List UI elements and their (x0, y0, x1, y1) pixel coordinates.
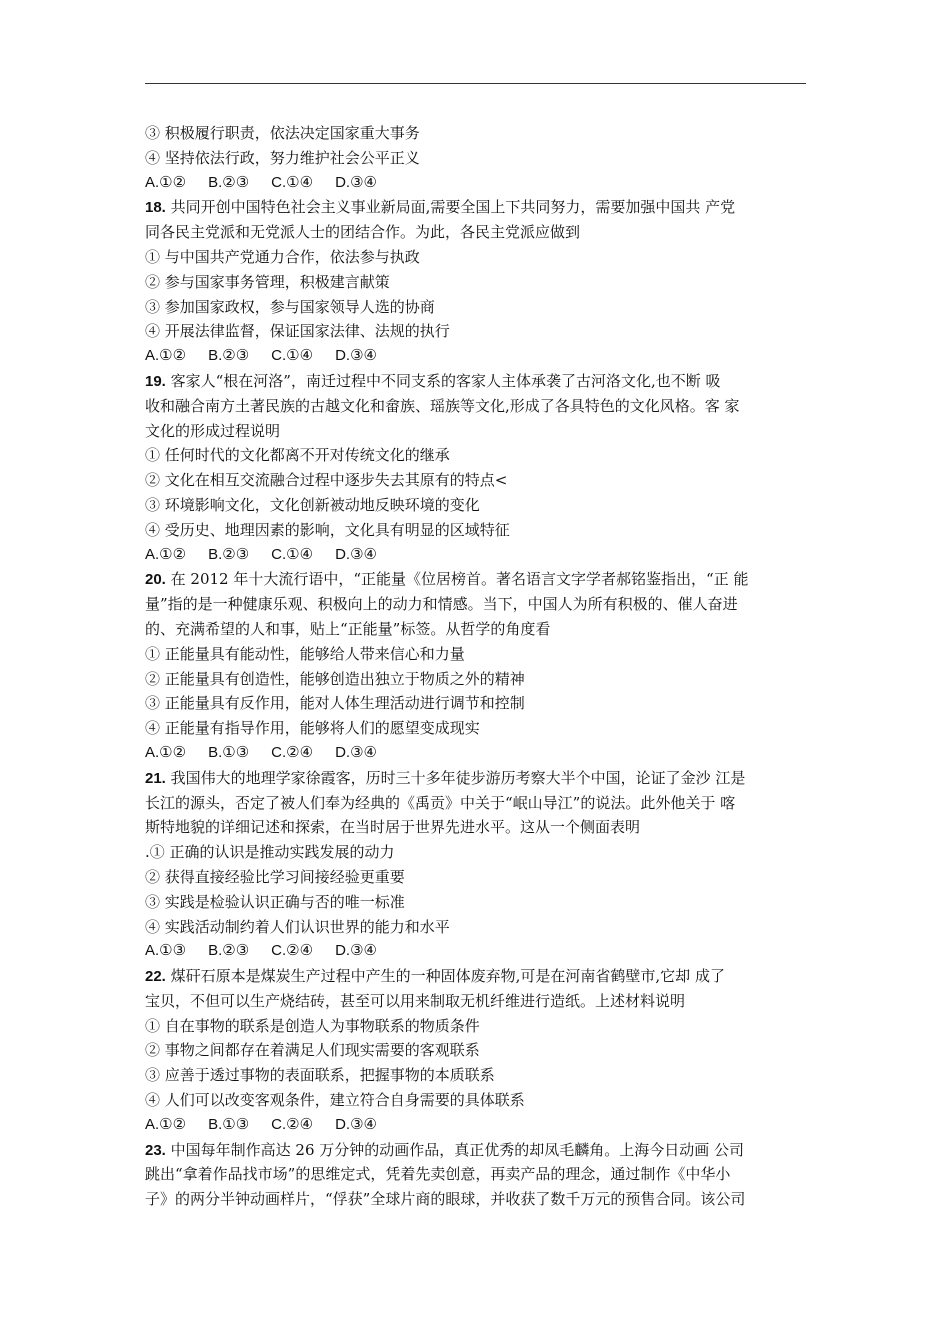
question-stem-continuation (145, 1162, 806, 1187)
answer-choice: A.①② (145, 1115, 187, 1133)
option-line: ④ 开展法律监督，保证国家法律、法规的执行 (145, 322, 450, 341)
question-stem-continuation (145, 419, 806, 444)
answer-choice: D.③④ (335, 173, 377, 191)
option-line: .① 正确的认识是推动实践发展的动力 (145, 843, 395, 862)
answer-choice: D.③④ (335, 743, 377, 761)
option-line: ③ 积极履行职责，依法决定国家重大事务 (145, 124, 420, 142)
answer-choice: A.①② (145, 347, 187, 365)
answer-choice: C.①④ (271, 347, 314, 365)
answer-choices (145, 939, 806, 964)
option-line: ① 自在事物的联系是创造人为事物联系的物质条件 (145, 1016, 480, 1035)
question-stem-text: 同各民主党派和无党派人士的团结合作。为此，各民主党派应做到 (145, 223, 581, 242)
option-line: ④ 坚持依法行政，努力维护社会公平正义 (145, 148, 420, 167)
answer-choice: D.③④ (335, 545, 377, 563)
question-stem-continuation (145, 617, 806, 642)
option-line: ① 任何时代的文化都离不开对传统文化的继承 (145, 446, 450, 465)
answer-choice: D.③④ (335, 1115, 377, 1133)
question-stem-text: 煤矸石原本是煤炭生产过程中产生的一种固体废弃物,可是在河南省鹤壁市,它却 成了 (170, 967, 725, 986)
question-number: 23. (145, 1141, 166, 1159)
question-number: 20. (145, 571, 166, 589)
answer-choice: B.②③ (208, 347, 250, 365)
option-line: ③ 参加国家政权，参与国家领导人选的协商 (145, 297, 435, 316)
question-stem-text: 子》的两分半钟动画样片，“俘获”全球片商的眼球，并收获了数千万元的预售合同。该公司 (145, 1190, 746, 1209)
answer-choice: A.①② (145, 743, 187, 761)
option-line: ① 正能量具有能动性，能够给人带来信心和力量 (145, 644, 465, 663)
answer-choice: C.①④ (271, 173, 314, 191)
answer-choice: B.①③ (208, 743, 250, 761)
answer-choices (145, 171, 806, 196)
question-stem-continuation (145, 989, 806, 1014)
question-stem-text: 在 2012 年十大流行语中，“正能量《位居榜首。著名语言文字学者郝铭鉴指出，“正 能 (170, 570, 749, 589)
question-stem-text: 我国伟大的地理学家徐霞客，历时三十多年徒步游历考察大半个中国，论证了金沙 江是 (170, 768, 746, 787)
question-stem-line (145, 766, 806, 791)
question-stem-text: 文化的形成过程说明 (145, 421, 281, 440)
question-stem-text: 的、充满希望的人和事，贴上“正能量”标签。从哲学的角度看 (145, 619, 551, 638)
option-line: ③ 环境影响文化，文化创新被动地反映环境的变化 (145, 495, 480, 514)
question-stem-text: 中国每年制作高达 26 万分钟的动画作品，真正优秀的却凤毛麟角。上海今日动画 公司 (170, 1140, 745, 1159)
question-stem-text: 宝贝，不但可以生产烧结砖，甚至可以用来制取无机纤维进行造纸。上述材料说明 (145, 991, 686, 1010)
header-rule (145, 83, 806, 84)
question-stem-line (145, 195, 806, 220)
question-stem-continuation (145, 394, 806, 419)
answer-choice: D.③④ (335, 347, 377, 365)
answer-choice: C.②④ (271, 743, 314, 761)
answer-choices (145, 741, 806, 766)
answer-choice: A.①② (145, 173, 187, 191)
question-stem-line (145, 964, 806, 989)
answer-choice: C.②④ (271, 942, 314, 960)
option-line: ④ 人们可以改变客观条件，建立符合自身需要的具体联系 (145, 1091, 525, 1110)
question-stem-continuation (145, 791, 806, 816)
answer-choice: C.①④ (271, 545, 314, 563)
answer-choice: C.②④ (271, 1115, 314, 1133)
question-stem-line (145, 567, 806, 592)
option-line: ② 事物之间都存在着满足人们现实需要的客观联系 (145, 1041, 480, 1060)
answer-choice: B.②③ (208, 173, 250, 191)
option-line: ④ 受历史、地理因素的影响，文化具有明显的区域特征 (145, 520, 510, 539)
question-stem-text: 收和融合南方土著民族的古越文化和畲族、瑶族等文化,形成了各具特色的文化风格。客 家 (145, 396, 740, 415)
question-number: 22. (145, 968, 166, 986)
question-stem-text: 客家人“根在河洛”，南迁过程中不同支系的客家人主体承袭了古河洛文化,也不断 吸 (170, 371, 721, 390)
option-line: ③ 应善于透过事物的表面联系，把握事物的本质联系 (145, 1066, 495, 1085)
option-line: ② 文化在相互交流融合过程中逐步失去其原有的特点< (145, 471, 508, 490)
option-line: ③ 正能量具有反作用，能对人体生理活动进行调节和控制 (145, 694, 525, 713)
option-line: ④ 实践活动制约着人们认识世界的能力和水平 (145, 917, 450, 936)
answer-choice: B.②③ (208, 942, 250, 960)
option-line: ④ 正能量有指导作用，能够将人们的愿望变成现实 (145, 719, 480, 738)
option-line: ② 获得直接经验比学习间接经验更重要 (145, 867, 405, 886)
answer-choices (145, 1113, 806, 1138)
option-line: ③ 实践是检验认识正确与否的唯一标准 (145, 892, 405, 911)
answer-choice: D.③④ (335, 942, 377, 960)
question-stem-continuation (145, 592, 806, 617)
question-stem-line (145, 1138, 806, 1163)
answer-choices (145, 543, 806, 568)
question-stem-text: 量”指的是一种健康乐观、积极向上的动力和情感。当下，中国人为所有积极的、催人奋进 (145, 595, 738, 614)
question-stem-text: 跳出“拿着作品找市场”的思维定式，凭着先卖创意，再卖产品的理念，通过制作《中华小 (145, 1165, 731, 1184)
option-line: ② 参与国家事务管理，积极建言献策 (145, 272, 390, 291)
question-stem-text: 长江的源头，否定了被人们奉为经典的《禹贡》中关于“岷山导江”的说法。此外他关于 喀 (145, 793, 736, 812)
answer-choices (145, 344, 806, 369)
answer-choice: B.①③ (208, 1115, 250, 1133)
question-stem-continuation (145, 220, 806, 245)
answer-choice: A.①③ (145, 942, 187, 960)
question-stem-continuation (145, 1187, 806, 1212)
document-body (145, 121, 806, 1212)
question-stem-text: 斯特地貌的详细记述和探索，在当时居于世界先进水平。这从一个侧面表明 (145, 818, 641, 837)
question-number: 19. (145, 372, 166, 390)
question-stem-text: 共同开创中国特色社会主义事业新局面,需要全国上下共同努力，需要加强中国共 产党 (170, 198, 736, 217)
question-number: 21. (145, 769, 166, 787)
answer-choice: B.②③ (208, 545, 250, 563)
answer-choice: A.①② (145, 545, 187, 563)
question-stem-continuation (145, 815, 806, 840)
question-stem-line (145, 369, 806, 394)
option-line: ② 正能量具有创造性，能够创造出独立于物质之外的精神 (145, 669, 525, 688)
option-line: ① 与中国共产党通力合作，依法参与执政 (145, 247, 420, 266)
question-number: 18. (145, 199, 166, 217)
